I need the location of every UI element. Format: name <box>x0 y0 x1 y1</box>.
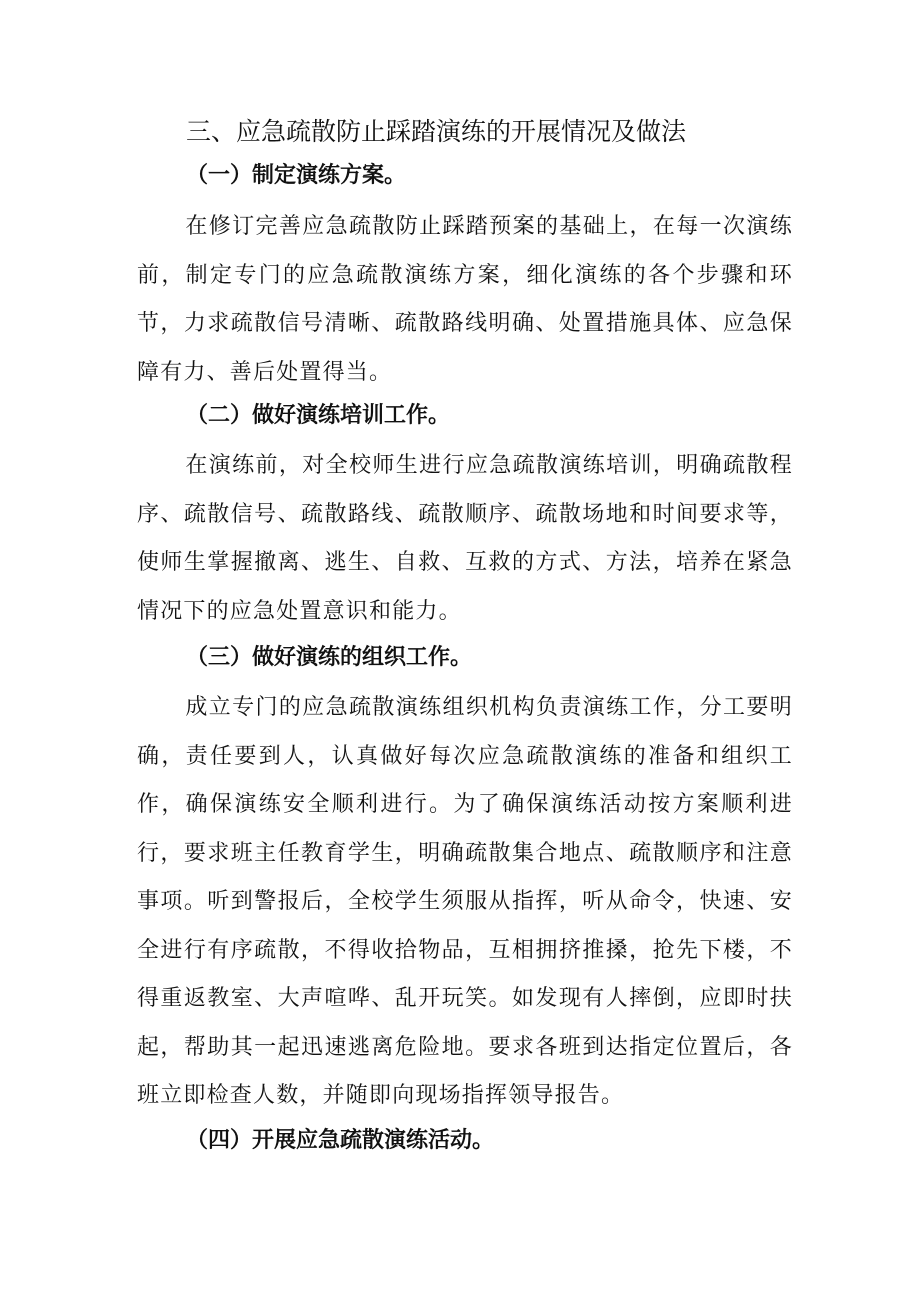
subsection-title-1: （一）制定演练方案。 <box>186 163 407 188</box>
section-heading: 三、应急疏散防止踩踏演练的开展情况及做法 <box>186 117 687 146</box>
paragraph-2: 在演练前，对全校师生进行应急疏散演练培训，明确疏散程序、疏散信号、疏散路线、疏散顺序、疏散场地和时间要求等，使师生掌握撤离、逃生、自救、互救的方式、方法，培养在紧急情况下的应急处置意识和能力。 <box>137 453 793 624</box>
subsection-title-4: （四）开展应急疏散演练活动。 <box>186 1128 495 1153</box>
paragraph-1: 在修订完善应急疏散防止踩踏预案的基础上，在每一次演练前，制定专门的应急疏散演练方案，细化演练的各个步骤和环节，力求疏散信号清晰、疏散路线明确、处置措施具体、应急保障有力、善后处置得当。 <box>137 214 793 385</box>
subsection-title-2: （二）做好演练培训工作。 <box>186 403 451 428</box>
subsection-title-3: （三）做好演练的组织工作。 <box>186 645 473 670</box>
paragraph-3: 成立专门的应急疏散演练组织机构负责演练工作，分工要明确，责任要到人，认真做好每次应急疏散演练的准备和组织工作，确保演练安全顺利进行。为了确保演练活动按方案顺利进行，要求班主任教育学生，明确疏散集合地点、疏散顺序和注意事项。听到警报后，全校学生须服从指挥，听从命令，快速、安全进行有序疏散，不得收拾物品，互相拥挤推搡，抢先下楼，不得重返教室、大声喧哗、乱开玩笑。如发现有人摔倒，应即时扶起，帮助其一起迅速逃离危险地。要求各班到达指定位置后，各班立即检查人数，并随即向现场指挥领导报告。 <box>137 695 793 1108</box>
